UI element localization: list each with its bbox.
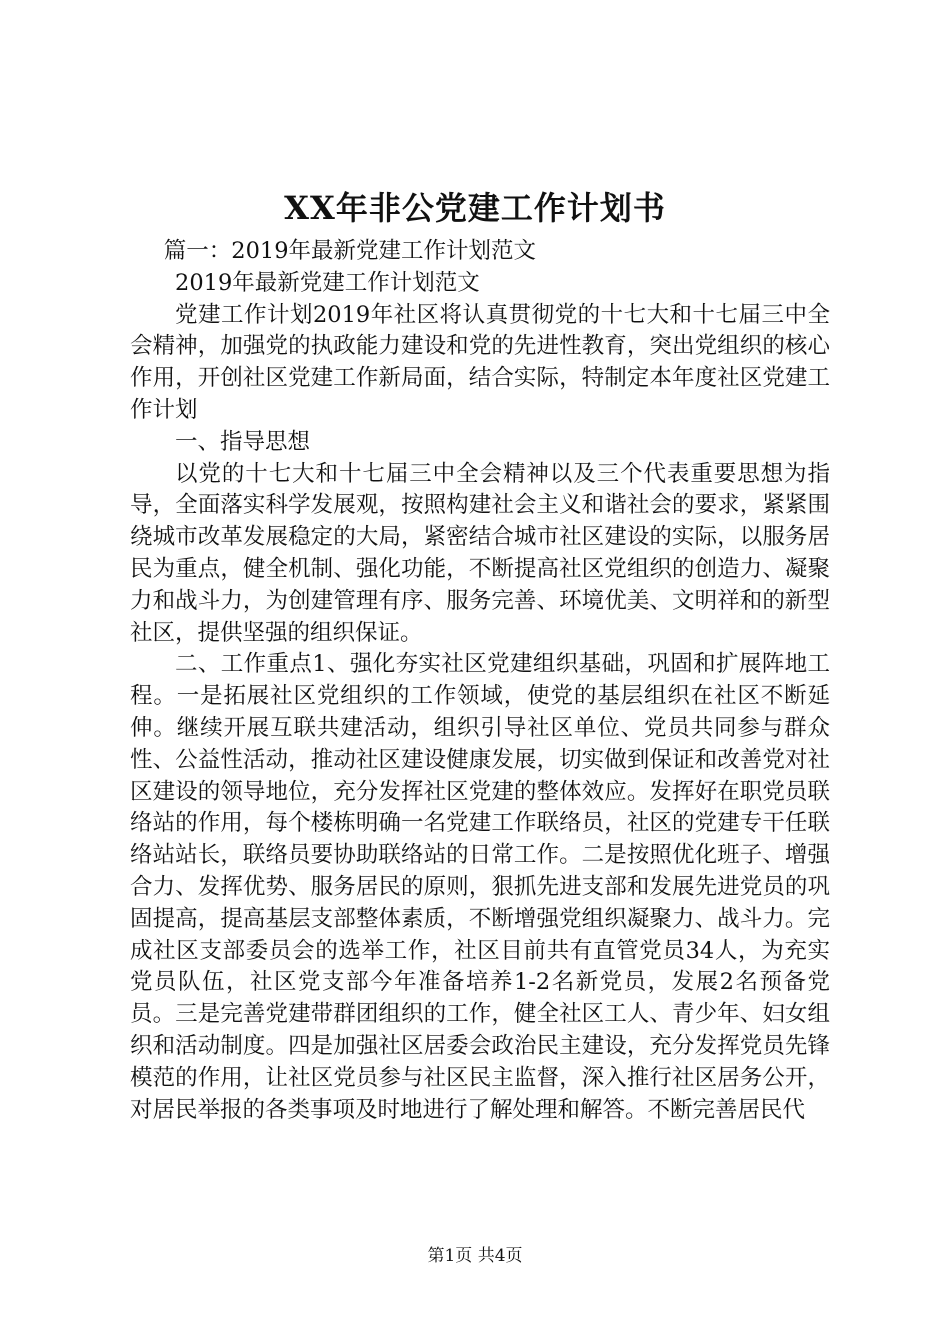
subtitle-line: 2019年最新党建工作计划范文 [175, 269, 480, 296]
document-body [130, 236, 830, 1126]
section-heading-part-one: 篇一：2019年最新党建工作计划范文 [163, 238, 537, 264]
work-focus-paragraph: 二、工作重点1、强化夯实社区党建组织基础，巩固和扩展阵地工程。一是拓展社区党组织的工作领域，使党的基层组织在社区不断延伸。继续开展互联共建活动，组织引导社区单位、党员共同参与群众性、公益性活动，推动社区建设健康发展，切实做到保证和改善党对社区建设的领导地位，充分发挥社区党建的整体效应。发挥好在职党员联络站的作用，每个楼栋明确一名党建工作联络员，社区的党建专干任联络站站长，联络员要协助联络站的日常工作。二是按照优化班子、增强合力、发挥优势、服务居民的原则，狠抓先进支部和发展先进党员的巩固提高，提高基层支部整体素质，不断增强党组织凝聚力、战斗力。完成社区支部委员会的选举工作，社区目前共有直管党员34人，为充实党员队伍，社区党支部今年准备培养1-2名新党员，发展2名预备党员。三是完善党建带群团组织的工作，健全社区工人、青少年、妇女组织和活动制度。四是加强社区居委会政治民主建设，充分发挥党员先锋模范的作用，让社区党员参与社区民主监督，深入推行社区居务公开，对居民举报的各类事项及时地进行了解处理和解答。不断完善居民代 [130, 651, 830, 1123]
document-title: XX年非公党建工作计划书 [284, 189, 666, 227]
page-number-footer: 第1页 共4页 [427, 1246, 523, 1266]
guiding-thought-paragraph: 以党的十七大和十七届三中全会精神以及三个代表重要思想为指导，全面落实科学发展观，按照构建社会主义和谐社会的要求，紧紧围绕城市改革发展稳定的大局，紧密结合城市社区建设的实际，以服务居民为重点，健全机制、强化功能，不断提高社区党组织的创造力、凝聚力和战斗力，为创建管理有序、服务完善、环境优美、文明祥和的新型社区，提供坚强的组织保证。 [130, 460, 830, 646]
heading-guiding-thought: 一、指导思想 [175, 428, 311, 455]
intro-paragraph: 党建工作计划2019年社区将认真贯彻党的十七大和十七届三中全会精神，加强党的执政能力建设和党的先进性教育，突出党组织的核心作用，开创社区党建工作新局面，结合实际，特制定本年度社区党建工作计划 [130, 301, 830, 423]
